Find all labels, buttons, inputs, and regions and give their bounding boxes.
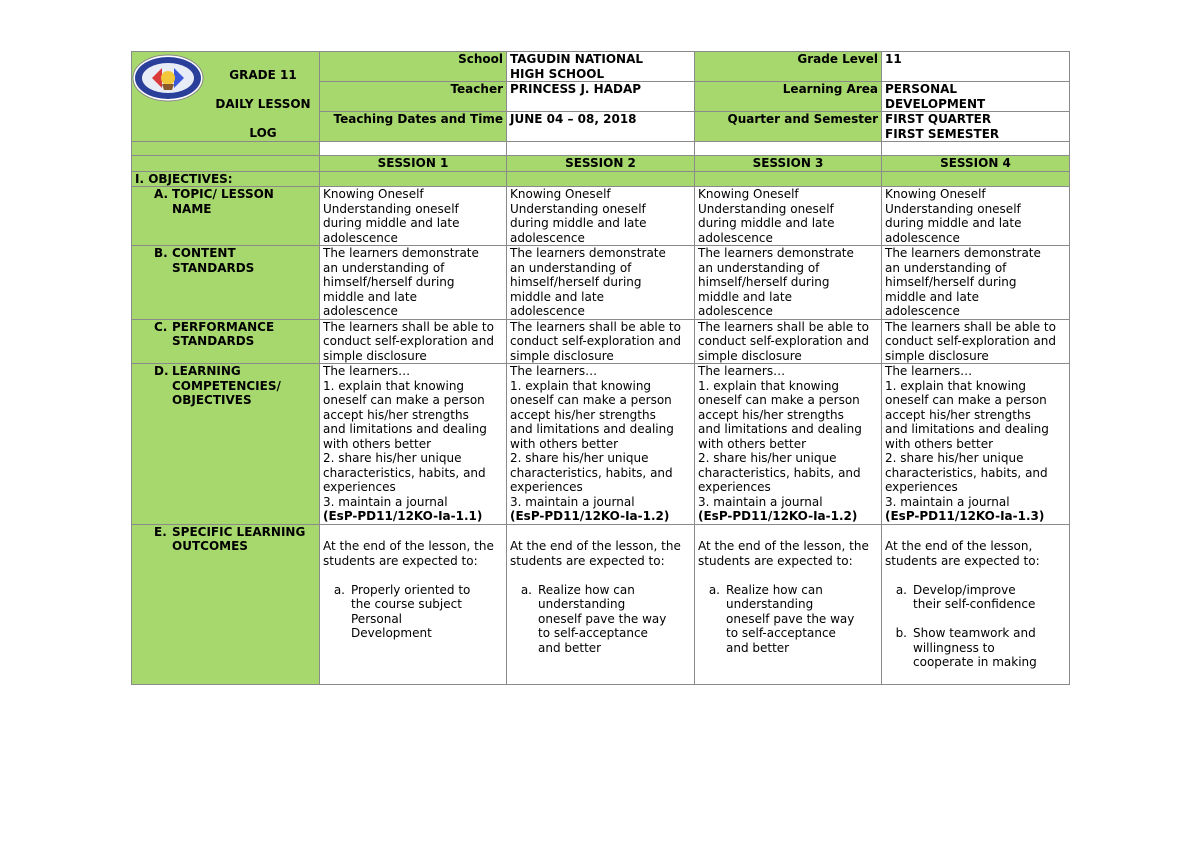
competencies-cell [507,364,695,525]
content-standards-cell: The learners demonstrate an understanding of himself/herself during middle and late adolescence [882,246,1070,320]
performance-standards-cell: The learners shall be able to conduct self-exploration and simple disclosure [695,319,882,364]
objectives-heading: I. OBJECTIVES: [132,171,320,187]
outcome-text: Realize how can understanding oneself pave the way to self-acceptance and better [538,582,667,655]
objectives-filler [320,171,507,187]
outcome-text: Properly oriented to the course subject Personal Development [351,582,471,640]
spacer-cell [132,142,320,156]
row-label-content [132,246,320,320]
row-letter: C. [154,319,168,334]
learning-area-label: Learning Area [695,82,882,112]
outcome-item [698,583,878,656]
content-standards-cell: The learners demonstrate an understanding of himself/herself during middle and late adolescence [320,246,507,320]
content-standards-cell: The learners demonstrate an understanding of himself/herself during middle and late adolescence [507,246,695,320]
performance-standards-cell: The learners shall be able to conduct self-exploration and simple disclosure [320,319,507,364]
outcome-marker: a. [520,582,532,597]
outcome-text: Realize how can understanding oneself pave the way to self-acceptance and better [726,582,855,655]
spacer-cell [695,142,882,156]
outcomes-cell [320,524,507,685]
outcomes-cell [882,524,1070,685]
outcomes-cell [507,524,695,685]
row-label-topic [132,187,320,246]
competency-code: (EsP-PD11/12KO-Ia-1.2) [510,509,670,523]
competencies-cell [882,364,1070,525]
quarter-semester-value: FIRST QUARTER FIRST SEMESTER [882,112,1070,142]
outcome-item [510,583,691,656]
row-label-performance [132,319,320,364]
row-label-text: PERFORMANCE STANDARDS [172,319,275,348]
performance-standards-cell: The learners shall be able to conduct self-exploration and simple disclosure [882,319,1070,364]
grade-level-label: Grade Level [695,52,882,82]
objectives-filler [695,171,882,187]
competencies-cell [320,364,507,525]
competencies-text: The learners… 1. explain that knowing oneself can make a person accept his/her strengths and limitations and dealing with others better 2. share his/her unique characteristics, habits, and experiences 3. maintain a journal [698,364,862,509]
teacher-value: PRINCESS J. HADAP [507,82,695,112]
session-corner-cell [132,156,320,172]
outcomes-intro: At the end of the lesson, the students are expected to: [510,539,681,568]
learning-area-value: PERSONAL DEVELOPMENT [882,82,1070,112]
row-label-text: TOPIC/ LESSON NAME [172,187,274,216]
competency-code: (EsP-PD11/12KO-Ia-1.3) [885,509,1045,523]
row-label-competencies [132,364,320,525]
competency-code: (EsP-PD11/12KO-Ia-1.2) [698,509,858,523]
quarter-semester-label: Quarter and Semester [695,112,882,142]
row-label-text: SPECIFIC LEARNING OUTCOMES [172,524,306,553]
competencies-text: The learners… 1. explain that knowing oneself can make a person accept his/her strengths and limitations and dealing with others better 2. share his/her unique characteristics, habits, and experiences 3. maintain a journal [510,364,674,509]
outcomes-cell [695,524,882,685]
outcomes-intro: At the end of the lesson, students are expected to: [885,539,1040,568]
outcome-marker: b. [895,626,907,640]
title-cell [132,52,320,142]
topic-cell: Knowing Oneself Understanding oneself during middle and late adolescence [882,187,1070,246]
row-letter: E. [154,524,167,539]
school-label: School [320,52,507,82]
competencies-cell [695,364,882,525]
row-label-text: LEARNING COMPETENCIES/ OBJECTIVES [172,364,281,407]
row-label-outcomes [132,524,320,685]
outcome-item [323,583,503,641]
outcome-item [885,583,1066,612]
log-title: GRADE 11 DAILY LESSON LOG [215,67,311,140]
session-1-heading: SESSION 1 [320,156,507,172]
row-letter: B. [154,246,168,260]
content-standards-cell: The learners demonstrate an understanding of himself/herself during middle and late adolescence [695,246,882,320]
session-4-heading: SESSION 4 [882,156,1070,172]
topic-cell: Knowing Oneself Understanding oneself during middle and late adolescence [320,187,507,246]
row-label-text: CONTENT STANDARDS [172,246,255,275]
row-letter: D. [154,364,169,378]
spacer-cell [320,142,507,156]
spacer-cell [882,142,1070,156]
performance-standards-cell: The learners shall be able to conduct self-exploration and simple disclosure [507,319,695,364]
competencies-text: The learners… 1. explain that knowing oneself can make a person accept his/her strengths and limitations and dealing with others better 2. share his/her unique characteristics, habits, and experiences 3. maintain a journal [323,364,487,509]
daily-lesson-log-table [131,51,1070,685]
topic-cell: Knowing Oneself Understanding oneself during middle and late adolescence [695,187,882,246]
topic-cell: Knowing Oneself Understanding oneself during middle and late adolescence [507,187,695,246]
outcome-marker: a. [708,582,720,597]
teaching-dates-label: Teaching Dates and Time [320,112,507,142]
school-value: TAGUDIN NATIONAL HIGH SCHOOL [507,52,695,82]
spacer-cell [507,142,695,156]
outcome-text: Show teamwork and willingness to cooperate in making [913,626,1037,669]
competency-code: (EsP-PD11/12KO-Ia-1.1) [323,509,483,523]
outcome-text: Develop/improve their self-confidence [913,582,1036,611]
objectives-filler [507,171,695,187]
row-letter: A. [154,187,169,201]
grade-level-value: 11 [882,52,1070,82]
session-3-heading: SESSION 3 [695,156,882,172]
competencies-text: The learners… 1. explain that knowing oneself can make a person accept his/her strengths and limitations and dealing with others better 2. share his/her unique characteristics, habits, and experiences 3. maintain a journal [885,364,1049,509]
outcome-marker: a. [333,582,345,597]
objectives-filler [882,171,1070,187]
outcomes-intro: At the end of the lesson, the students are expected to: [323,539,494,568]
outcomes-intro: At the end of the lesson, the students are expected to: [698,539,869,568]
outcome-item [885,626,1066,670]
teacher-label: Teacher [320,82,507,112]
deped-seal-logo [132,54,204,102]
teaching-dates-value: JUNE 04 – 08, 2018 [507,112,695,142]
outcome-marker: a. [895,582,907,597]
session-2-heading: SESSION 2 [507,156,695,172]
